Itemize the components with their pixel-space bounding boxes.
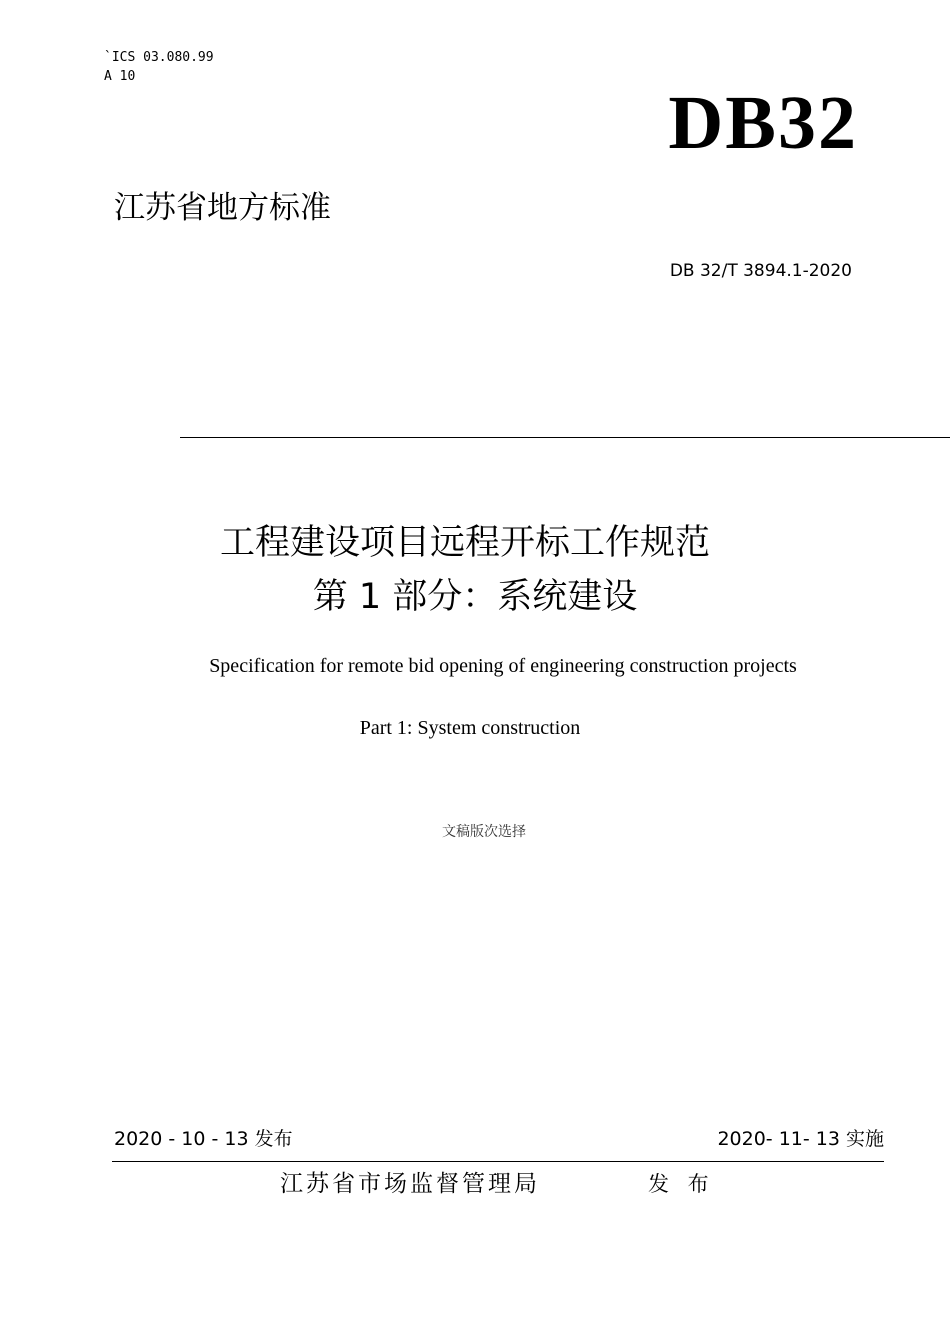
footer-divider <box>112 1161 884 1162</box>
class-code: A 10 <box>104 69 136 84</box>
draft-version-note: 文稿版次选择 <box>442 824 526 840</box>
standard-number: DB 32/T 3894.1-2020 <box>669 261 852 281</box>
standard-type: 江苏省地方标准 <box>114 190 331 226</box>
ics-code: `ICS 03.080.99 <box>104 50 214 65</box>
publish-label: 发 布 <box>648 1172 715 1196</box>
classification-codes <box>104 48 214 86</box>
title-chinese: 工程建设项目远程开标工作规范 <box>219 523 710 563</box>
subtitle-chinese: 第 1 部分：系统建设 <box>312 577 638 617</box>
header-divider <box>180 437 950 438</box>
subtitle-english: Part 1: System construction <box>359 717 581 739</box>
issue-date: 2020 - 10 - 13 发布 <box>114 1128 293 1150</box>
publisher-name: 江苏省市场监督管理局 <box>280 1171 540 1197</box>
db32-logo: DB32 <box>668 81 858 165</box>
effective-date: 2020- 11- 13 实施 <box>717 1128 884 1150</box>
title-english: Specification for remote bid opening of engineering construction projects <box>209 655 797 677</box>
